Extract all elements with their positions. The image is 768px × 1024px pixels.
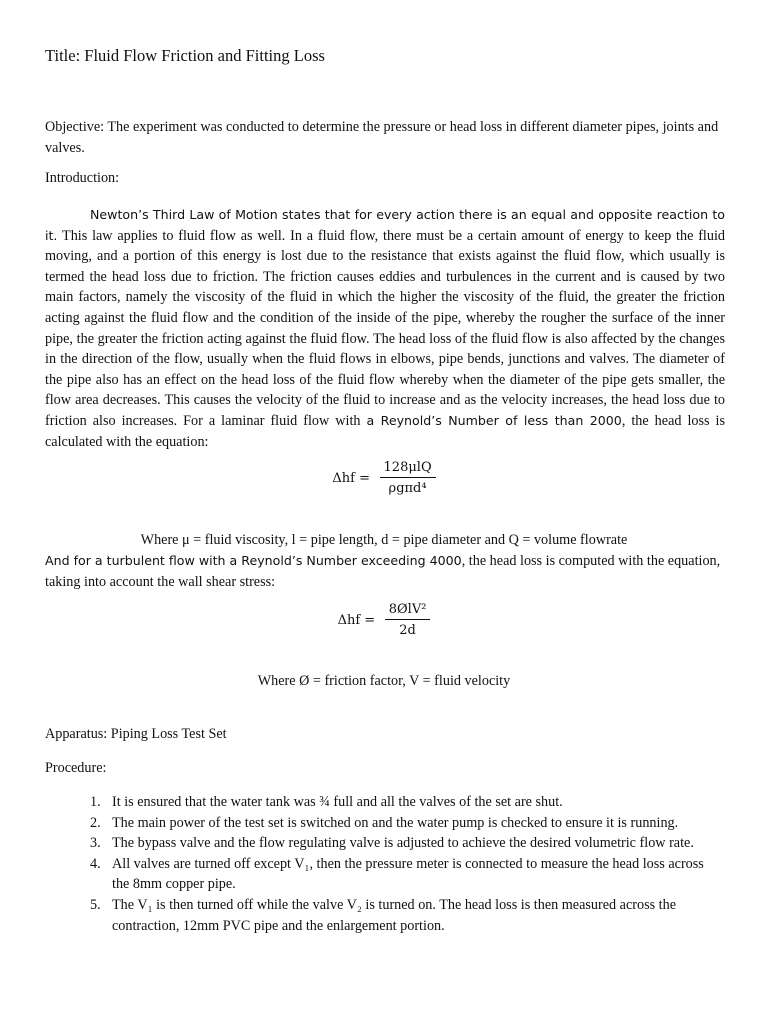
- equation-denominator: 2d: [399, 623, 416, 638]
- equation-lhs: Δhf =: [332, 470, 370, 486]
- introduction-paragraph: [45, 205, 725, 452]
- equation-fraction: [385, 602, 431, 638]
- equation-lhs: Δhf =: [337, 612, 376, 628]
- equation-numerator: 128μlQ: [380, 460, 436, 478]
- turbulent-head-loss-equation: [0, 602, 768, 638]
- document-title: Title: Fluid Flow Friction and Fitting Loss: [45, 46, 325, 65]
- procedure-heading: Procedure:: [45, 760, 107, 776]
- objective-paragraph: Objective: The experiment was conducted to determine the pressure or head loss in different diameter pipes, joints and valves.: [45, 119, 719, 156]
- equation-numerator: 8ØlV²: [385, 602, 431, 620]
- reynolds-phrase: a Reynold’s Number of less than 2000: [366, 412, 622, 428]
- equation-fraction: [380, 460, 436, 496]
- equation2-where-line: Where Ø = friction factor, V = fluid velocity: [257, 673, 511, 690]
- procedure-step-text: The V₁ is then turned off while the valve V₂ is turned on. The head loss is then measured across the contraction, 12mm PVC pipe and the enlargement portion.: [112, 896, 677, 934]
- procedure-step-text: The main power of the test set is switched on and the water pump is checked to ensure it is running.: [112, 814, 679, 831]
- procedure-step-text: It is ensured that the water tank was ¾ full and all the valves of the set are shut.: [112, 794, 563, 810]
- list-item: 2. The main power of the test set is switched on and the water pump is checked to ensure it is running.: [90, 814, 679, 831]
- procedure-steps-list: [90, 792, 722, 936]
- apparatus-line: Apparatus: Piping Loss Test Set: [45, 726, 227, 742]
- list-item: 4. All valves are turned off except V₁, then the pressure meter is connected to measure the head loss across the 8mm copper pipe.: [90, 855, 704, 893]
- list-item: 1. It is ensured that the water tank was ¾ full and all the valves of the set are shut.: [90, 794, 563, 810]
- list-item: 3. The bypass valve and the flow regulating valve is adjusted to achieve the desired volumetric flow rate.: [90, 835, 694, 852]
- introduction-body: This law applies to fluid flow as well. In a fluid flow, there must be a certain amount of energy to keep the fluid moving, and a portion of this energy is lost due to the resistance that exists against the fluid flow, which usually is termed the head loss due to friction. The friction causes eddies and turbulences in the current and is caused by two main factors, namely the viscosity of the fluid in which the higher the viscosity of the fluid, the greater the friction acting against the fluid flow and the condition of the inside of the pipe, whereby the rougher the surface of the inner pipe, the greater the friction acting against the fluid flow. The head loss of the fluid flow is also affected by the changes in the direction of the flow, usually when the fluid flows in elbows, pipe bends, junctions and valves. The diameter of the pipe also has an effect on the head loss of the fluid flow whereby when the diameter of the pipe gets smaller, the flow area decreases. This causes the velocity of the fluid to increase and as the velocity increases, the head loss due to friction also increases. For a laminar fluid flow with: [45, 227, 725, 429]
- turbulent-text: , the head loss is computed with the equation, taking into account the wall shear stress:: [45, 553, 721, 590]
- introduction-heading: Introduction:: [45, 170, 120, 186]
- procedure-step-text: All valves are turned off except V₁, then the pressure meter is connected to measure the head loss across the 8mm copper pipe.: [112, 855, 704, 893]
- list-item: 5. The V₁ is then turned off while the valve V₂ is turned on. The head loss is then measured across the contraction, 12mm PVC pipe and the enlargement portion.: [90, 896, 677, 934]
- turbulent-paragraph: [45, 551, 725, 592]
- laminar-head-loss-equation: [0, 460, 768, 496]
- newton-sentence: Newton’s Third Law of Motion states that for every action there is an equal and opposite reaction to it.: [45, 207, 725, 243]
- turbulent-phrase: And for a turbulent flow with a Reynold’s Number exceeding 4000: [45, 553, 462, 568]
- equation1-where-line: Where μ = fluid viscosity, l = pipe length, d = pipe diameter and Q = volume flowrate: [140, 532, 628, 549]
- introduction-body-end: , the head loss is calculated with the equation:: [45, 412, 725, 450]
- equation-denominator: ρgπd⁴: [388, 481, 427, 496]
- procedure-step-text: The bypass valve and the flow regulating valve is adjusted to achieve the desired volumetric flow rate.: [112, 835, 694, 852]
